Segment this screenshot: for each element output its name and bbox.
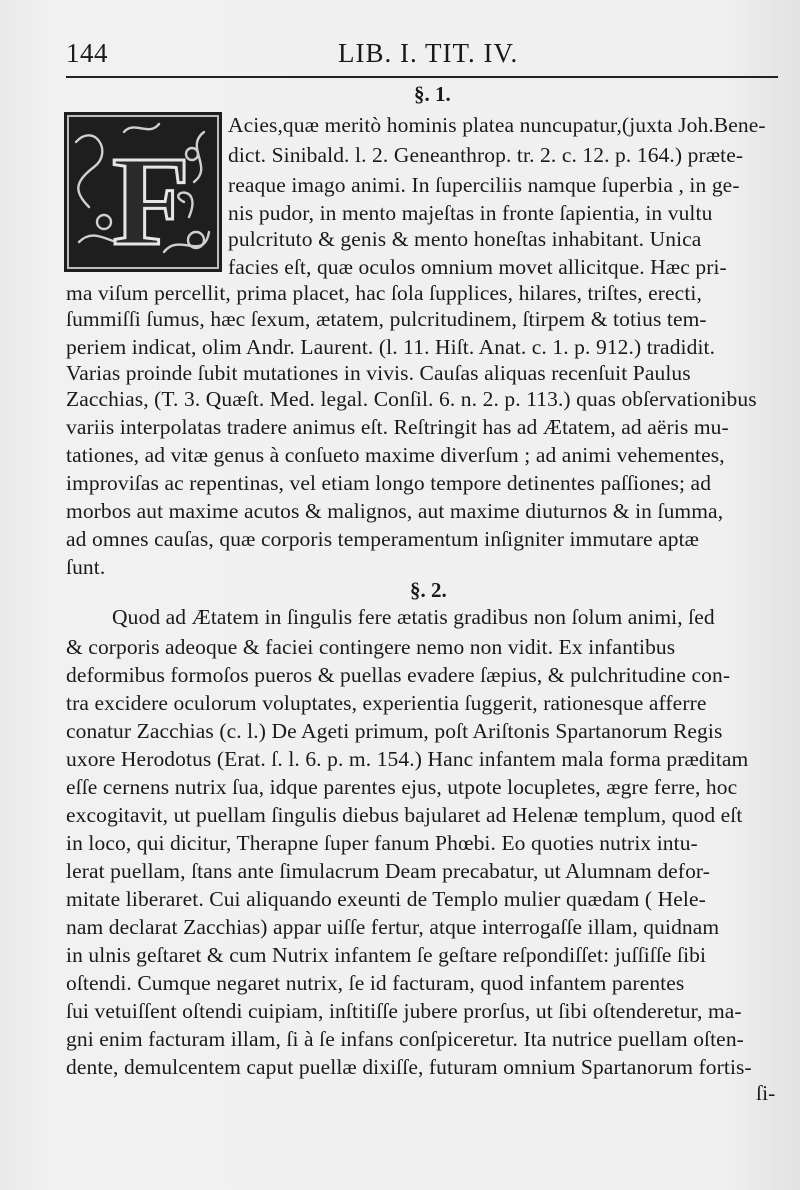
text-line: tra excidere oculorum voluptates, experientia ſuggerit, rationesque afferre — [66, 691, 707, 715]
text-line: ma viſum percellit, prima placet, hac ſola ſupplices, hilares, triſtes, erecti, — [66, 281, 702, 305]
catchword: ſi- — [756, 1081, 776, 1105]
text-line: Zacchias, (T. 3. Quæſt. Med. legal. Conſil. 6. n. 2. p. 113.) quas obſervationibus — [66, 387, 757, 411]
text-line: dict. Sinibald. l. 2. Geneanthrop. tr. 2. c. 12. p. 164.) præte- — [228, 143, 744, 167]
text-line: ſummiſſi ſumus, hæc ſexum, ætatem, pulcritudinem, ſtirpem & totius tem- — [66, 307, 707, 331]
text-line: variis interpolatas tradere animus eſt. Reſtringit has ad Ætatem, ad aëris mu- — [66, 415, 729, 439]
text-line: in ulnis geſtaret & cum Nutrix infantem ſe geſtare reſpondiſſet: juſſiſſe ſibi — [66, 943, 707, 967]
text-line: in loco, qui dicitur, Therapne ſuper fanum Phœbi. Eo quoties nutrix intu- — [66, 831, 698, 855]
section-mark-2: §. 2. — [410, 578, 447, 602]
decorated-initial-f-icon — [64, 112, 222, 272]
header-rule — [66, 76, 778, 78]
text-line: Acies,quæ meritò hominis platea nuncupatur,(juxta Joh.Bene- — [228, 113, 766, 137]
text-line: ſui vetuiſſent oſtendi cuipiam, inſtitiſſe jubere prorſus, ut ſibi oſtenderetur, ma- — [66, 999, 742, 1023]
text-line: gni enim facturam illam, ſi à ſe infans conſpiceretur. Ita nutrice puellam oſten- — [66, 1027, 744, 1051]
text-line: deformibus formoſos pueros & puellas evadere ſæpius, & pulchritudine con- — [66, 663, 731, 687]
text-line: uxore Herodotus (Erat. ſ. l. 6. p. m. 154.) Hanc infantem mala forma præditam — [66, 747, 749, 771]
decorated-initial — [64, 112, 222, 272]
text-line: facies eſt, quæ oculos omnium movet allicitque. Hæc pri- — [228, 255, 727, 279]
text-line: mitate liberaret. Cui aliquando exeunti de Templo mulier quædam ( Hele- — [66, 887, 706, 911]
initial-letter: F — [112, 130, 191, 272]
running-head: LIB. I. TIT. IV. — [338, 38, 519, 68]
text-line: lerat puellam, ſtans ante ſimulacrum Deam precabatur, ut Alumnam defor- — [66, 859, 711, 883]
text-line: morbos aut maxime acutos & malignos, aut maxime diuturnos & in ſumma, — [66, 499, 724, 523]
text-line: Quod ad Ætatem in ſingulis fere ætatis gradibus non ſolum animi, ſed — [112, 605, 715, 629]
page-number: 144 — [66, 38, 108, 68]
text-line: eſſe cernens nutrix ſua, idque parentes ejus, utpote locupletes, ægre ferre, hoc — [66, 775, 738, 799]
text-line: pulcrituto & genis & mento honeſtas inhabitant. Unica — [228, 227, 702, 251]
text-line: oſtendi. Cumque negaret nutrix, ſe id facturam, quod infantem parentes — [66, 971, 685, 995]
text-line: periem indicat, olim Andr. Laurent. (l. 11. Hiſt. Anat. c. 1. p. 912.) tradidit. — [66, 335, 716, 359]
text-line: nis pudor, in mento majeſtas in fronte ſapientia, in vultu — [228, 201, 713, 225]
text-line: & corporis adeoque & faciei contingere nemo non vidit. Ex infantibus — [66, 635, 676, 659]
text-line: tationes, ad vitæ genus à conſueto maxime diverſum ; ad animi vehementes, — [66, 443, 725, 467]
text-line: ſunt. — [66, 555, 106, 579]
text-line: improviſas ac repentinas, vel etiam longo tempore detinentes paſſiones; ad — [66, 471, 712, 495]
text-line: excogitavit, ut puellam ſingulis diebus bajularet ad Helenæ templum, quod eſt — [66, 803, 743, 827]
page-header — [60, 38, 778, 78]
section-mark-1: §. 1. — [414, 82, 451, 106]
text-line: conatur Zacchias (c. l.) De Ageti primum, poſt Ariſtonis Spartanorum Regis — [66, 719, 723, 743]
text-line: reaque imago animi. In ſuperciliis namque ſuperbia , in ge- — [228, 173, 740, 197]
text-line: ad omnes cauſas, quæ corporis temperamentum inſigniter immutare aptæ — [66, 527, 700, 551]
text-line: dente, demulcentem caput puellæ dixiſſe, futuram omnium Spartanorum fortis- — [66, 1055, 752, 1079]
text-line: Varias proinde ſubit mutationes in vivis. Cauſas aliquas recenſuit Paulus — [66, 361, 691, 385]
text-line: nam declarat Zacchias) appar uiſſe fertur, atque interrogaſſe illam, quidnam — [66, 915, 720, 939]
